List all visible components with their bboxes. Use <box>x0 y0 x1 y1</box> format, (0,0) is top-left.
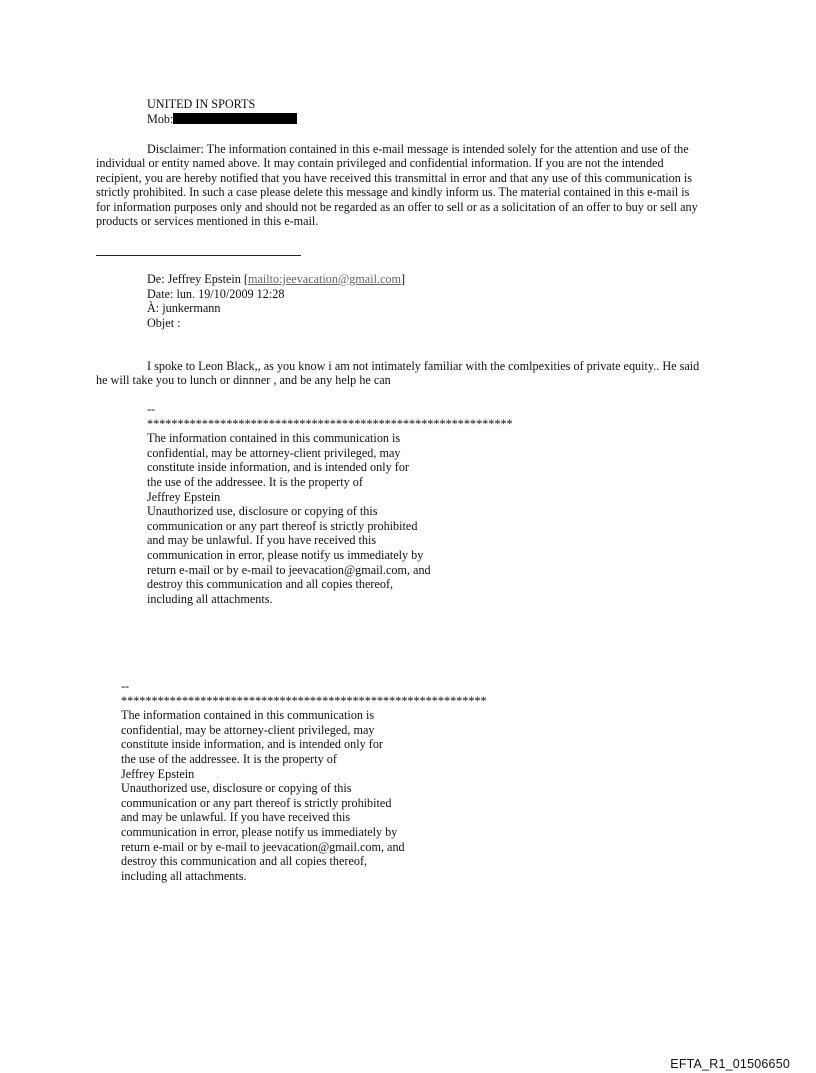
confidentiality-footer-1 <box>147 402 513 606</box>
footer-line: and may be unlawful. If you have received this <box>147 533 377 548</box>
footer-line: including all attachments. <box>147 591 273 606</box>
footer-line: the use of the addressee. It is the property of <box>121 751 337 766</box>
disclaimer-line: products or services mentioned in this e-mail. <box>96 214 319 228</box>
signature-org: UNITED IN SPORTS <box>147 97 256 111</box>
footer-line: return e-mail or by e-mail to jeevacation@gmail.com, and <box>147 562 431 577</box>
footer-line: The information contained in this communication is <box>147 431 401 446</box>
footer-line: return e-mail or by e-mail to jeevacation@gmail.com, and <box>121 839 405 854</box>
disclaimer-line: individual or entity named above. It may contain privileged and confidential information. If you are not the intended <box>96 156 664 170</box>
signature-mobile <box>147 112 297 127</box>
email-link[interactable]: mailto:jeevacation@gmail.com <box>247 272 401 286</box>
footer-line: communication or any part thereof is strictly prohibited <box>121 795 392 810</box>
disclaimer-line: for information purposes only and should not be regarded as an offer to sell or as a solicitation of an offer to buy or sell any <box>96 200 698 214</box>
disclaimer-line: strictly prohibited. In such a case please delete this message and kindly inform us. The material contained in this e-mail is <box>96 185 690 199</box>
from-prefix: De: Jeffrey Epstein [ <box>147 272 248 286</box>
body-line: he will take you to lunch or dinnner , and be any help he can <box>96 373 391 387</box>
footer-line: communication in error, please notify us immediately by <box>147 547 424 562</box>
footer-stars: ************************************************************ <box>121 693 487 708</box>
footer-line: communication in error, please notify us immediately by <box>121 824 398 839</box>
header-subject: Objet : <box>147 315 181 330</box>
footer-line: The information contained in this communication is <box>121 708 375 723</box>
footer-line: and may be unlawful. If you have received this <box>121 810 351 825</box>
from-suffix: ] <box>401 272 406 286</box>
footer-dashes: -- <box>121 679 130 693</box>
footer-line: Unauthorized use, disclosure or copying of this <box>147 504 378 519</box>
bates-number: EFTA_R1_01506650 <box>670 1057 790 1071</box>
footer-line: confidential, may be attorney-client privileged, may <box>147 445 401 460</box>
footer-line: the use of the addressee. It is the property of <box>147 474 363 489</box>
header-date: Date: lun. 19/10/2009 12:28 <box>147 286 285 301</box>
disclaimer-line: recipient, you are hereby notified that you have received this transmittal in error and that any use of this communication is <box>96 171 692 185</box>
body-line: I spoke to Leon Black,, as you know i am not intimately familiar with the comlpexities of private equity.. He said <box>147 359 700 373</box>
footer-line: constitute inside information, and is intended only for <box>121 737 383 752</box>
footer-line: Jeffrey Epstein <box>121 766 195 781</box>
forwarded-header <box>147 272 405 330</box>
header-to: À: junkermann <box>147 301 221 316</box>
footer-stars: ************************************************************ <box>147 416 513 431</box>
confidentiality-footer-2 <box>121 679 487 883</box>
footer-dashes: -- <box>147 402 156 416</box>
footer-line: including all attachments. <box>121 868 247 883</box>
header-from <box>147 272 405 287</box>
redaction-bar <box>173 113 297 124</box>
footer-line: Jeffrey Epstein <box>147 489 221 504</box>
disclaimer-line: Disclaimer: The information contained in this e-mail message is intended solely for the attention and use of the <box>147 142 689 156</box>
footer-line: destroy this communication and all copies thereof, <box>147 577 394 592</box>
footer-line: confidential, may be attorney-client privileged, may <box>121 722 375 737</box>
divider-rule <box>96 255 301 256</box>
footer-line: constitute inside information, and is intended only for <box>147 460 409 475</box>
footer-line: Unauthorized use, disclosure or copying of this <box>121 781 352 796</box>
footer-line: destroy this communication and all copies thereof, <box>121 854 368 869</box>
signature-block <box>147 97 297 126</box>
mobile-label: Mob: <box>147 111 174 126</box>
footer-line: communication or any part thereof is strictly prohibited <box>147 518 418 533</box>
